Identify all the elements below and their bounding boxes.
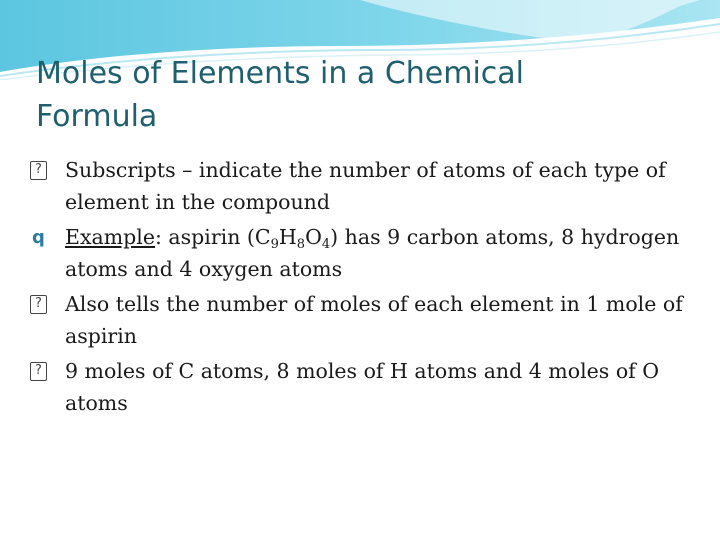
bullet-moles — [30, 288, 690, 352]
hydrogen-symbol: H — [278, 225, 297, 249]
oxygen-subscript: 4 — [321, 237, 331, 252]
bullet-list — [30, 154, 690, 422]
checkbox-bullet-icon: q — [32, 227, 45, 248]
example-label: Example — [65, 225, 155, 249]
example-text-post: ) has 9 carbon atoms, 8 hydrogen atoms and 4 oxygen atoms — [65, 225, 680, 281]
missing-glyph-icon: ? — [30, 362, 47, 381]
bullet-counts — [30, 355, 690, 419]
title-line-1: Moles of Elements in a Chemical — [36, 56, 525, 91]
bullet-subscripts — [30, 154, 690, 218]
slide-title — [36, 52, 676, 138]
bullet-text: Subscripts – indicate the number of atoms of each type of element in the compound — [65, 158, 666, 214]
missing-glyph-icon: ? — [30, 161, 47, 180]
bullet-text: 9 moles of C atoms, 8 moles of H atoms and 4 moles of O atoms — [65, 359, 660, 415]
hydrogen-subscript: 8 — [296, 237, 306, 252]
example-text-pre: : aspirin (C — [155, 225, 271, 249]
missing-glyph-icon: ? — [30, 295, 47, 314]
oxygen-symbol: O — [305, 225, 322, 249]
bullet-example — [30, 221, 690, 285]
carbon-subscript: 9 — [270, 237, 279, 252]
bullet-text: Also tells the number of moles of each element in 1 mole of aspirin — [65, 292, 683, 348]
title-line-2: Formula — [36, 99, 158, 134]
